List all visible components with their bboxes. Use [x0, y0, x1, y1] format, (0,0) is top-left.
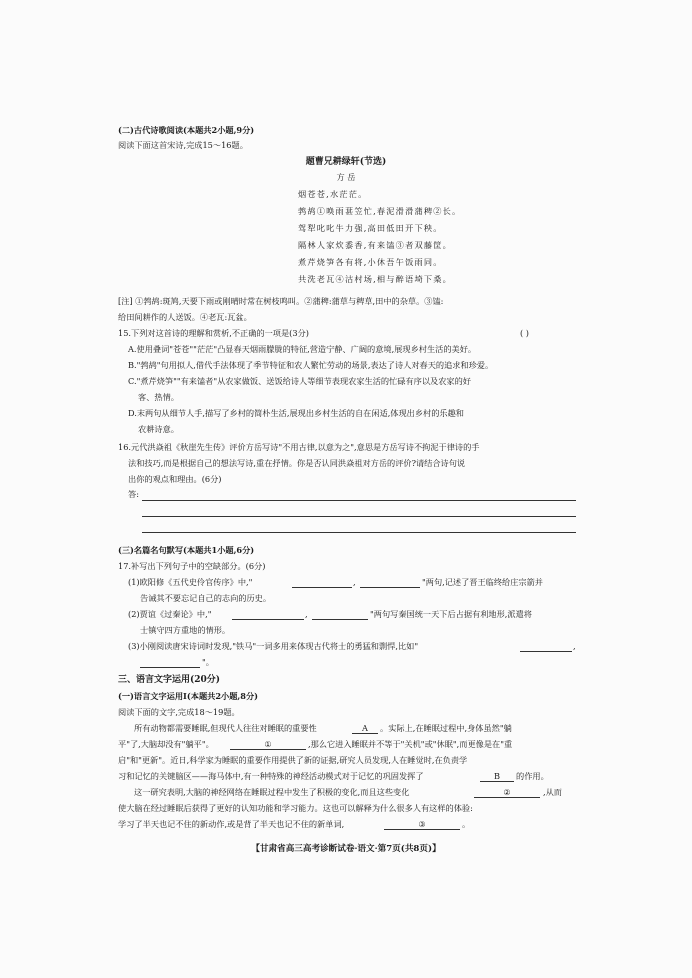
q15-option-a: A.使用叠词"苍苍""茫茫"凸显春天烟雨朦胧的特征,营造宁静、广阔的意境,展现乡村生活的美好。 [128, 344, 477, 354]
q17-item2-prefix: (2)贾谊《过秦论》中," [128, 609, 212, 619]
passage-text: ,从而 [543, 787, 562, 797]
fill-blank[interactable] [312, 619, 368, 620]
q15-option-d: D.末两句从细节人手,描写了乡村的简朴生活,展现出乡村生活的自在闲适,体现出乡村的乐趣和 [128, 408, 464, 418]
fill-blank[interactable] [140, 667, 200, 668]
poem-line: 驾犁叱叱牛力强,高田低田开下秧。 [298, 223, 443, 233]
q16-stem-cont: 出你的观点和理由。(6分) [128, 474, 222, 484]
page-footer: 【甘肃省高三高考诊断试卷·语文·第7页(共8页)】 [251, 844, 441, 854]
passage-text: ,那么它进入睡眠并不等于"关机"或"休眠",而更像是在"重 [308, 739, 513, 749]
passage-text: 的作用。 [516, 771, 549, 781]
passage-text: 使大脑在经过睡眠后获得了更好的认知功能和学习能力。这也可以解释为什么很多人有这样的体验: [118, 803, 473, 813]
q17-item3-prefix: (3)小刚阅读唐宋诗词时发现,"铁马"一词多用来体现古代将士的勇猛和剽悍,比如" [128, 641, 419, 651]
poem-line: 煮芹烧笋各有将,小休吾午饭雨同。 [298, 257, 443, 267]
answer-line[interactable] [142, 500, 576, 501]
q17-stem: 17.补写出下列句子中的空缺部分。(6分) [118, 561, 266, 571]
passage-text: 启"和"更新"。近日,科学家为睡眠的重要作用提供了新的证据,研究人员发现,人在睡觉时,在负责学 [118, 755, 468, 765]
q17-item2-sep: , [305, 609, 308, 619]
q15-option-d-cont: 农耕诗意。 [138, 424, 179, 434]
poem-line: 共洗老瓦④沽村场,相与醉语埼下桑。 [298, 274, 453, 284]
q16-answer-label: 答: [128, 489, 139, 499]
poem-title: 题曹兄耕绿轩(节选) [305, 157, 387, 167]
poem-line: 隔林人家炊黍香,有来馌③者双藤筐。 [298, 240, 453, 250]
q15-option-b: B."鹁鸪"句用拟人,借代手法体现了季节特征和农人繁忙劳动的场景,表达了诗人对春天的追求和珍爱。 [128, 360, 494, 370]
q17-item2-suffix: "两句写秦国统一天下后占据有利地形,派遣将 [370, 609, 532, 619]
q17-item3-sep: , [573, 641, 576, 651]
q17-item3-suffix: "。 [202, 657, 214, 667]
poem-author: 方 岳 [336, 172, 356, 182]
passage-text: 。 [462, 819, 471, 829]
fill-blank[interactable] [292, 587, 352, 588]
passage-text: 平"了,大脑却没有"躺平"。 [118, 739, 214, 749]
poetry-section-heading: (二)古代诗歌阅读(本题共2小题,9分) [118, 125, 255, 135]
blank-a[interactable]: A [352, 723, 378, 734]
fill-blank[interactable] [232, 619, 304, 620]
poem-line: 鹁鸪①唤雨葚笠忙,春泥滑滑蒲稗②长。 [298, 206, 462, 216]
poem-line: 烟苍苍,水茫茫。 [298, 189, 368, 199]
recite-section-heading: (三)名篇名句默写(本题共1小题,6分) [118, 545, 255, 555]
passage-text: 习和记忆的关键脑区——海马体中,有一种特殊的神经活动模式对于记忆的巩固发挥了 [118, 771, 424, 781]
passage-text: 。实际上,在睡眠过程中,身体虽然"躺 [380, 723, 512, 733]
q16-stem-cont: 法和技巧,而是根据自己的想法写诗,重在抒情。你是否认同洪焱祖对方岳的评价?请结合诗句说 [128, 458, 466, 468]
q16-stem: 16.元代洪焱祖《秋崖先生传》评价方岳写诗"不用古律,以意为之",意思是方岳写诗不拘泥于律诗的手 [118, 442, 480, 452]
blank-3[interactable]: ③ [384, 819, 460, 830]
language-section-heading: 三、语言文字运用(20分) [118, 675, 221, 685]
q15-option-c: C."煮芹烧笋""有来馌者"从农家做饭、送饭给诗人等细节表现农家生活的忙碌有序以及农家的好 [128, 376, 471, 386]
q17-item1-prefix: (1)欧阳修《五代史伶官传序》中," [128, 577, 253, 587]
language-instruction: 阅读下面的文字,完成18～19题。 [118, 707, 240, 717]
passage-text: 这一研究表明,大脑的神经网络在睡眠过程中发生了积极的变化,而且这些变化 [134, 787, 410, 797]
q17-item1-cont: 告诫其不要忘记自己的志向的历史。 [140, 593, 272, 603]
blank-b[interactable]: B [480, 771, 514, 782]
q15-option-c-cont: 客、热情。 [138, 392, 179, 402]
q17-item1-sep: , [353, 577, 356, 587]
fill-blank[interactable] [360, 587, 420, 588]
answer-line[interactable] [142, 516, 576, 517]
language-subheading: (一)语言文字运用Ⅰ(本题共2小题,8分) [118, 691, 259, 701]
q15-answer-paren: ( ) [520, 328, 529, 338]
passage-text: 所有动物都需要睡眠,但现代人往往对睡眠的重要性 [134, 723, 317, 733]
q15-stem: 15.下列对这首诗的理解和赏析,不正确的一项是(3分) [118, 328, 309, 338]
blank-1[interactable]: ① [230, 739, 306, 750]
poetry-instruction: 阅读下面这首宋诗,完成15～16题。 [118, 140, 248, 150]
answer-line[interactable] [142, 532, 576, 533]
q17-item2-cont: 士镇守四方重地的情形。 [140, 625, 231, 635]
passage-text: 学习了半天也记不住的新动作,或是背了半天也记不住的新单词, [118, 819, 345, 829]
fill-blank[interactable] [520, 651, 572, 652]
blank-2[interactable]: ② [474, 787, 540, 798]
poem-notes: [注] ①鹁鸪:斑鸠,天要下雨或刚晴时常在树枝鸣叫。②蒲稗:蒲草与稗草,田中的杂草。③馌: [118, 296, 444, 306]
poem-notes-cont: 给田间耕作的人送饭。④老瓦:瓦盆。 [118, 312, 252, 322]
q17-item1-suffix: "两句,记述了晋王临终给庄宗箭并 [422, 577, 543, 587]
